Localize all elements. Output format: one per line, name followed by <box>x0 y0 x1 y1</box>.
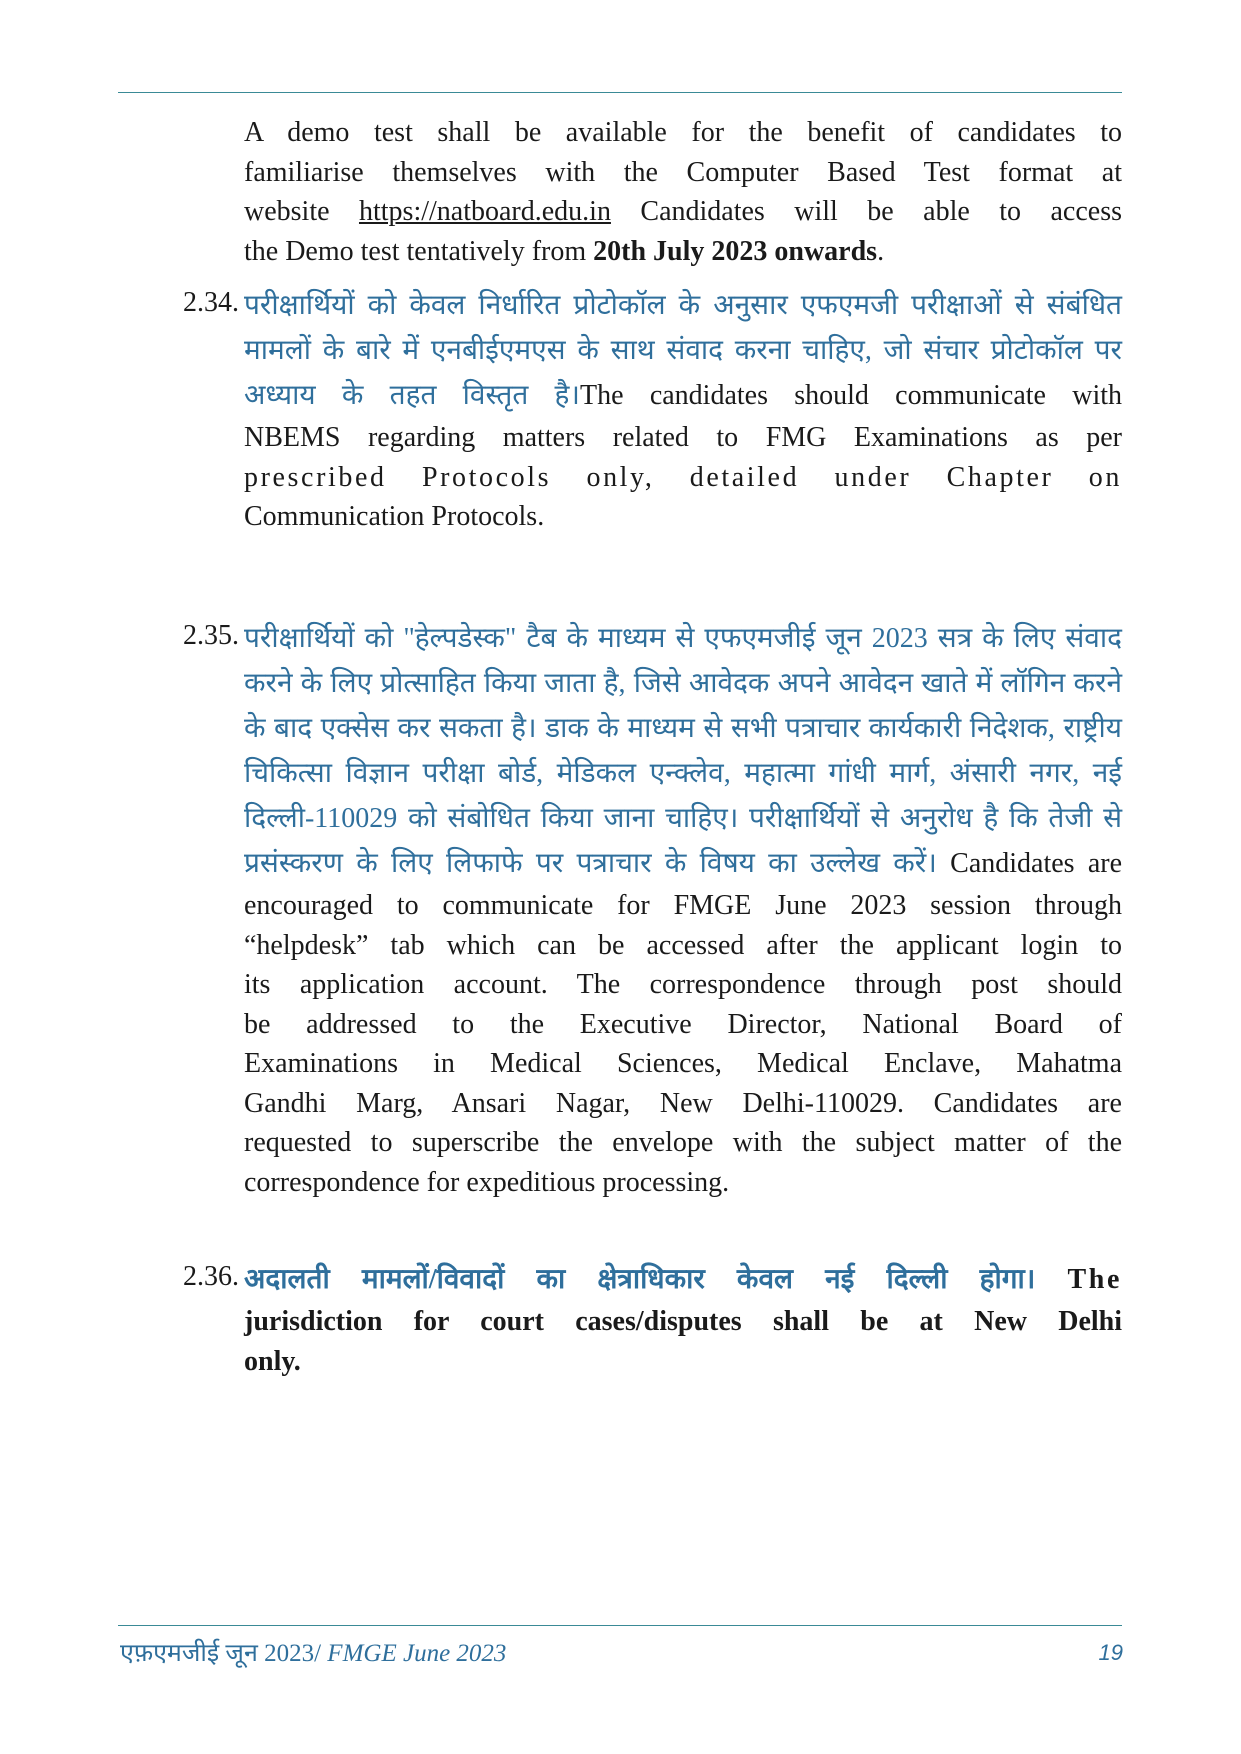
footer-title: एफ़एमजीई जून 2023/ FMGE June 2023 <box>120 1640 507 1667</box>
hindi-line: दिल्ली-110029 को संबोधित किया जाना चाहिए। परीक्षार्थियों से अनुरोध है कि तेजी से <box>244 803 1122 834</box>
text-line: Communication Protocols. <box>244 501 545 532</box>
text-line: be addressed to the Executive Director, National Board of <box>244 1008 1122 1040</box>
text-line: A demo test shall be available for the benefit of candidates to <box>244 117 1122 148</box>
text-line: encouraged to communicate for FMGE June 2023 session through <box>244 890 1122 921</box>
text-line: prescribed Protocols only, detailed under Chapter on <box>244 461 1122 493</box>
page-number: 19 <box>1098 1640 1123 1665</box>
mixed-line: अदालती मामलों/विवादों का क्षेत्राधिकार केवल नई दिल्ली होगा। The <box>244 1264 1122 1295</box>
text-line: jurisdiction for court cases/disputes shall be at New Delhi <box>244 1306 1122 1337</box>
hindi-line: परीक्षार्थियों को केवल निर्धारित प्रोटोकॉल के अनुसार एफएमजी परीक्षाओं से संबंधित <box>244 290 1122 321</box>
demo-date: 20th July 2023 onwards <box>593 235 878 267</box>
header-rule <box>118 92 1122 93</box>
demo-test-paragraph <box>244 113 1122 271</box>
footer-rule <box>118 1625 1122 1626</box>
text-line: requested to superscribe the envelope with the subject matter of the <box>244 1127 1122 1158</box>
text-line: familiarise themselves with the Computer Based Test format at <box>244 156 1122 188</box>
text-line: NBEMS regarding matters related to FMG Examinations as per <box>244 422 1122 453</box>
text-line: its application account. The correspondence through post should <box>244 969 1122 1000</box>
hindi-line: चिकित्सा विज्ञान परीक्षा बोर्ड, मेडिकल एन्क्लेव, महात्मा गांधी मार्ग, अंसारी नगर, नई <box>244 758 1122 789</box>
mixed-line: अध्याय के तहत विस्तृत है।The candidates should communicate with <box>244 380 1123 411</box>
section-number-2-34: 2.34. <box>183 287 239 318</box>
text-line: Gandhi Marg, Ansari Nagar, New Delhi-110029. Candidates are <box>244 1087 1122 1119</box>
hindi-line: के बाद एक्सेस कर सकता है। डाक के माध्यम से सभी पत्राचार कार्यकारी निदेशक, राष्ट्रीय <box>244 713 1122 744</box>
natboard-link[interactable]: https://natboard.edu.in <box>358 196 611 227</box>
text-line: “helpdesk” tab which can be accessed after the applicant login to <box>244 929 1122 961</box>
text-line: the Demo test tentatively from 20th July 2023 onwards. <box>244 235 885 267</box>
hindi-line: परीक्षार्थियों को "हेल्पडेस्क" टैब के माध्यम से एफएमजीई जून 2023 सत्र के लिए संवाद <box>244 623 1122 654</box>
hindi-line: करने के लिए प्रोत्साहित किया जाता है, जिसे आवेदक अपने आवेदन खाते में लॉगिन करने <box>244 668 1122 699</box>
section-number-2-35: 2.35. <box>183 620 239 651</box>
text-line: only. <box>244 1345 301 1377</box>
section-2-34 <box>244 283 1122 537</box>
section-2-35 <box>244 616 1122 1202</box>
section-number-2-36: 2.36. <box>183 1261 239 1292</box>
hindi-line: मामलों के बारे में एनबीईएमएस के साथ संवाद करना चाहिए, जो संचार प्रोटोकॉल पर <box>244 335 1122 366</box>
mixed-line: प्रसंस्करण के लिए लिफाफे पर पत्राचार के विषय का उल्लेख करें। Candidates are <box>244 848 1122 879</box>
section-2-36 <box>244 1257 1122 1381</box>
text-line: Examinations in Medical Sciences, Medical Enclave, Mahatma <box>244 1048 1122 1079</box>
text-line: website https://natboard.edu.in Candidates will be able to access <box>244 196 1122 227</box>
text-line: correspondence for expeditious processing. <box>244 1166 730 1198</box>
